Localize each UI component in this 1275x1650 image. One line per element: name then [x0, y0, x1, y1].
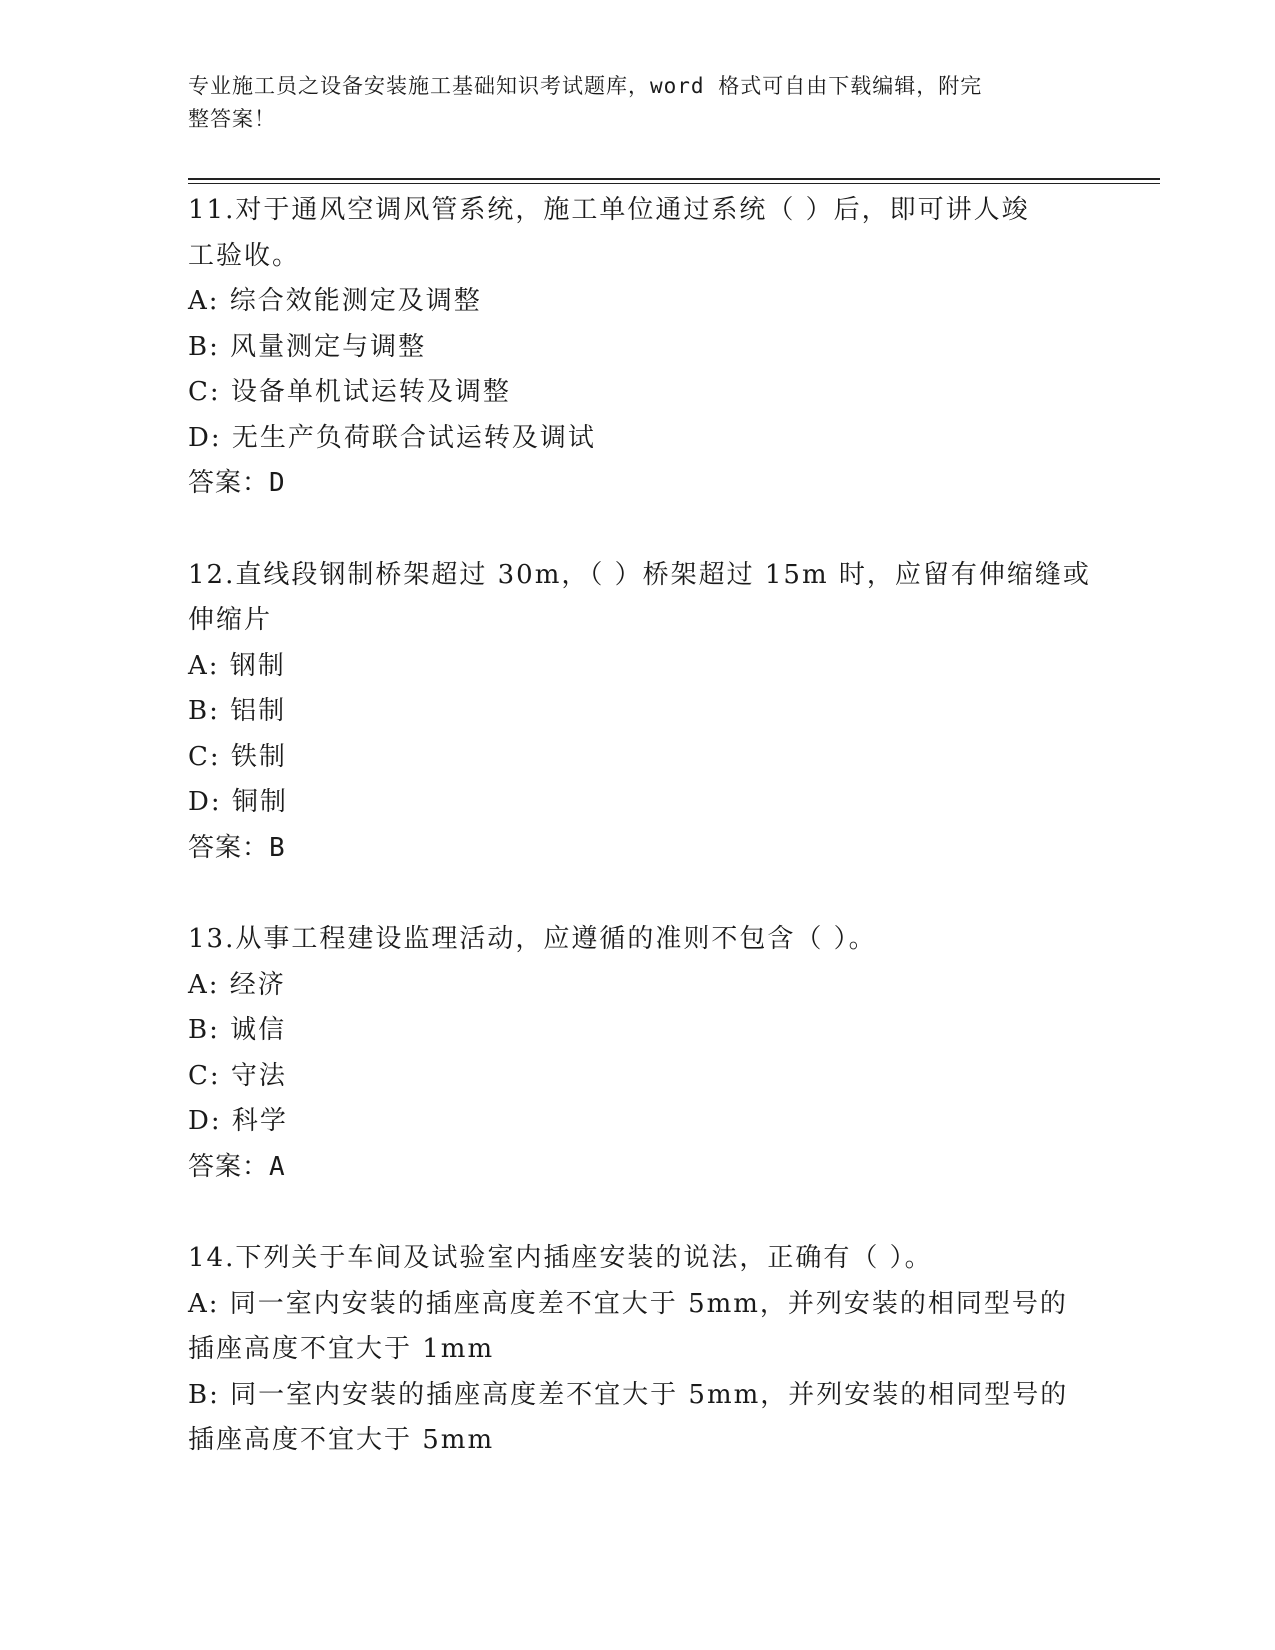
option-a: A: 同一室内安装的插座高度差不宜大于 5mm，并列安装的相同型号的 — [188, 1288, 1068, 1319]
header-line: 整答案！ — [188, 107, 276, 131]
answer: 答案：B — [188, 832, 286, 863]
question-stem: 12.直线段钢制桥架超过 30m，（ ）桥架超过 15m 时，应留有伸缩缝或 — [188, 559, 1091, 590]
option-b: B: 诚信 — [188, 1015, 287, 1045]
option-b-continued: 插座高度不宜大于 5mm — [188, 1425, 495, 1455]
header-divider-thick — [188, 178, 1160, 180]
question-14 — [188, 1236, 1088, 1464]
question-stem: 工验收。 — [188, 240, 301, 271]
header-line: 专业施工员之设备安装施工基础知识考试题库，word 格式可自由下载编辑，附完 — [188, 74, 983, 98]
question-stem: 13.从事工程建设监理活动，应遵循的准则不包含（ ）。 — [188, 924, 877, 954]
option-d: D: 铜制 — [188, 787, 288, 817]
option-c: C: 设备单机试运转及调整 — [188, 377, 511, 407]
question-stem: 11.对于通风空调风管系统，施工单位通过系统（ ）后，即可讲人竣 — [188, 195, 1030, 225]
question-stem: 伸缩片 — [188, 605, 273, 635]
option-d: D: 无生产负荷联合试运转及调试 — [188, 422, 596, 453]
question-list — [188, 188, 1091, 1510]
question-12 — [188, 553, 1091, 872]
answer: 答案：A — [188, 1151, 286, 1182]
answer: 答案：D — [188, 468, 286, 498]
option-c: C: 铁制 — [188, 741, 287, 772]
option-a: A: 经济 — [188, 969, 286, 1000]
header-divider-thin — [188, 183, 1160, 184]
option-c: C: 守法 — [188, 1060, 287, 1091]
option-b: B: 铝制 — [188, 696, 287, 726]
question-stem: 14.下列关于车间及试验室内插座安装的说法，正确有（ ）。 — [188, 1243, 933, 1273]
option-a-continued: 插座高度不宜大于 1mm — [188, 1334, 495, 1364]
question-13 — [188, 917, 1088, 1190]
option-b: B: 同一室内安装的插座高度差不宜大于 5mm，并列安装的相同型号的 — [188, 1379, 1069, 1410]
option-a: A: 综合效能测定及调整 — [188, 286, 482, 316]
question-11 — [188, 188, 1088, 507]
document-header — [188, 70, 1068, 136]
option-b: B: 风量测定与调整 — [188, 331, 427, 362]
option-d: D: 科学 — [188, 1106, 288, 1136]
option-a: A: 钢制 — [188, 650, 286, 681]
